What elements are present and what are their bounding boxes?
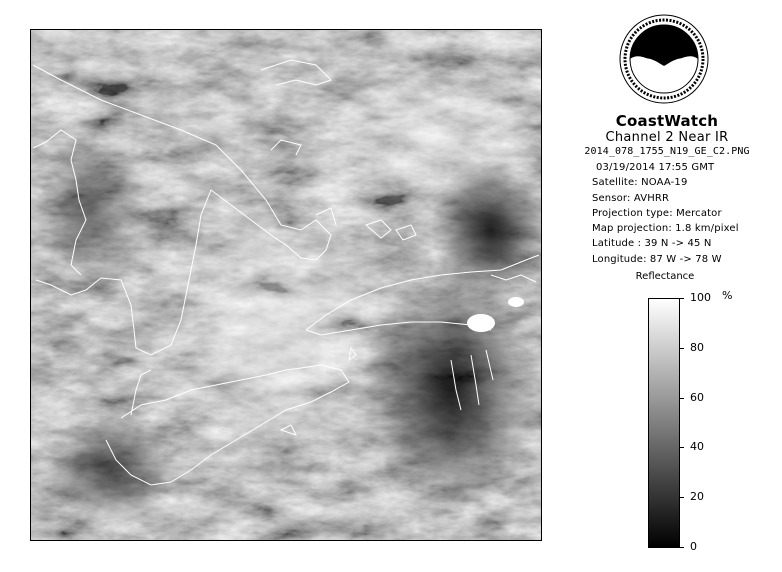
colorbar-tick-label: 100 [690, 291, 711, 304]
satellite-label: Satellite: NOAA-19 [592, 177, 688, 189]
noaa-seal-icon [619, 14, 709, 104]
colorbar-unit: % [722, 289, 733, 302]
sensor-label: Sensor: AVHRR [592, 192, 670, 204]
satellite-image-svg [31, 30, 541, 540]
colorbar-tick [680, 547, 684, 548]
filename-label: 2014_078_1755_N19_GE_C2.PNG [584, 146, 750, 157]
satellite-image [30, 29, 542, 541]
longitude-label: Longitude: 87 W -> 78 W [592, 253, 722, 265]
colorbar-tick [680, 398, 684, 399]
metadata-block [592, 160, 778, 267]
channel-label: Channel 2 Near IR [605, 130, 729, 145]
dark-region-west [36, 130, 146, 290]
bright-snow-patch [467, 314, 495, 332]
map-projection-label: Map projection: 1.8 km/pixel [592, 223, 739, 235]
projection-type-label: Projection type: Mercator [592, 207, 722, 219]
datetime-label: 03/19/2014 17:55 GMT [596, 162, 715, 173]
colorbar-tick [680, 497, 684, 498]
colorbar-tick-label: 60 [690, 390, 704, 404]
latitude-label: Latitude : 39 N -> 45 N [592, 238, 712, 250]
colorbar-tick [680, 298, 684, 299]
dark-region-southwest [41, 410, 181, 530]
colorbar-tick-label: 80 [690, 340, 704, 354]
brand-title: CoastWatch [615, 112, 719, 130]
colorbar-tick-label: 20 [690, 490, 704, 504]
noaa-logo [619, 14, 709, 104]
product-info [556, 112, 778, 159]
bright-cloud-region [161, 190, 401, 470]
colorbar-tick [680, 348, 684, 349]
colorbar-tick [680, 447, 684, 448]
colorbar-gradient [648, 298, 680, 548]
colorbar-tick-label: 0 [690, 540, 697, 553]
bright-snow-patch-2 [508, 297, 524, 307]
colorbar-tick-label: 40 [690, 440, 704, 454]
colorbar-title: Reflectance [635, 271, 695, 282]
